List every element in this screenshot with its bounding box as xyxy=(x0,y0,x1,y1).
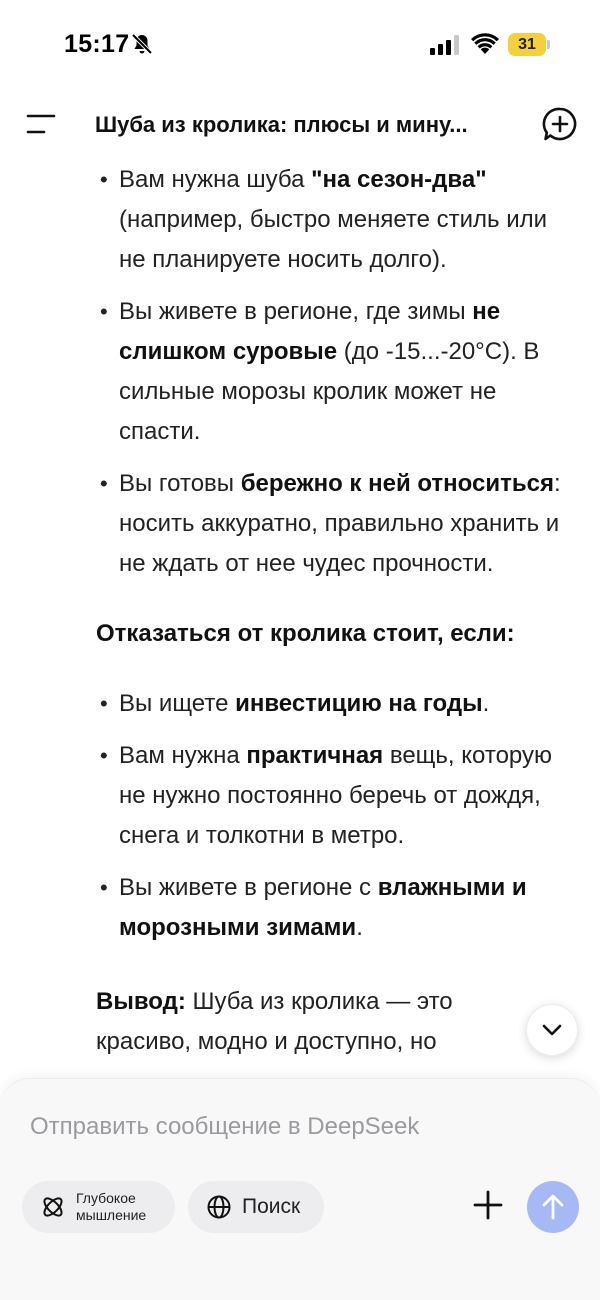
search-button[interactable] xyxy=(188,1181,324,1233)
text: Вы живете в регионе с xyxy=(119,874,378,901)
conclusion-text: Шуба из кролика — это красиво, модно и доступно, но xyxy=(96,988,453,1055)
section-heading: Отказаться от кролика стоит, если: xyxy=(96,620,515,647)
new-chat-icon[interactable] xyxy=(542,106,578,142)
list-item xyxy=(0,684,600,724)
text: Вы ищете xyxy=(119,690,236,717)
wifi-icon xyxy=(471,33,499,55)
message-composer xyxy=(0,1078,600,1300)
list-item xyxy=(0,868,600,948)
menu-icon[interactable] xyxy=(26,112,56,136)
bold-text: влажными и морозными зимами xyxy=(119,874,527,941)
battery-cap xyxy=(547,40,550,49)
arrow-up-icon xyxy=(541,1194,565,1220)
conclusion-paragraph xyxy=(0,982,600,1062)
chat-message-content xyxy=(0,160,600,1080)
atom-icon xyxy=(40,1194,66,1220)
text: Вы готовы xyxy=(119,470,241,497)
bell-muted-icon xyxy=(130,32,154,56)
list-item xyxy=(0,464,600,584)
list-item xyxy=(0,160,600,280)
text: Вы живете в регионе, где зимы xyxy=(119,298,473,325)
text: (до -15...-20°C). В сильные морозы кролик может не спасти. xyxy=(119,338,540,445)
plus-icon[interactable] xyxy=(470,1187,506,1223)
chat-header xyxy=(0,90,600,160)
scroll-down-button[interactable] xyxy=(526,1004,578,1056)
text: : носить аккуратно, правильно хранить и не ждать от нее чудес прочности. xyxy=(119,470,561,577)
battery-level: 31 xyxy=(508,33,546,56)
bold-text: "на сезон-два" xyxy=(311,166,487,193)
search-label: Поиск xyxy=(242,1195,301,1218)
text: . xyxy=(356,914,363,941)
status-bar xyxy=(0,0,600,90)
globe-icon xyxy=(206,1194,232,1220)
bold-text: бережно к ней относиться xyxy=(240,470,554,497)
text: вещь, которую не нужно постоянно беречь от дождя, снега и толкотни в метро. xyxy=(119,742,553,849)
battery-indicator xyxy=(508,33,550,56)
bold-text: не слишком суровые xyxy=(119,298,501,365)
list-item xyxy=(0,292,600,452)
deep-think-label xyxy=(76,1190,146,1224)
message-input[interactable] xyxy=(30,1107,570,1147)
deep-think-button[interactable] xyxy=(22,1181,175,1233)
cellular-signal-icon xyxy=(430,35,460,55)
status-time: 15:17 xyxy=(64,30,130,58)
bullet-list-pros xyxy=(0,160,600,584)
bold-text: практичная xyxy=(246,742,384,769)
chevron-down-icon xyxy=(541,1023,563,1037)
send-button[interactable] xyxy=(527,1181,579,1233)
bold-text: инвестицию на годы xyxy=(235,690,483,717)
text: Вам нужна шуба xyxy=(119,166,312,193)
bullet-list-cons xyxy=(0,684,600,948)
deep-think-line1: Глубокое xyxy=(76,1190,136,1206)
text: (например, быстро меняете стиль или не планируете носить долго). xyxy=(119,206,548,273)
list-item xyxy=(0,736,600,856)
chat-title: Шуба из кролика: плюсы и мину... xyxy=(95,112,468,137)
text: Вам нужна xyxy=(119,742,247,769)
deep-think-line2: мышление xyxy=(76,1207,147,1223)
text: . xyxy=(482,690,490,717)
conclusion-label: Вывод: xyxy=(96,988,186,1015)
